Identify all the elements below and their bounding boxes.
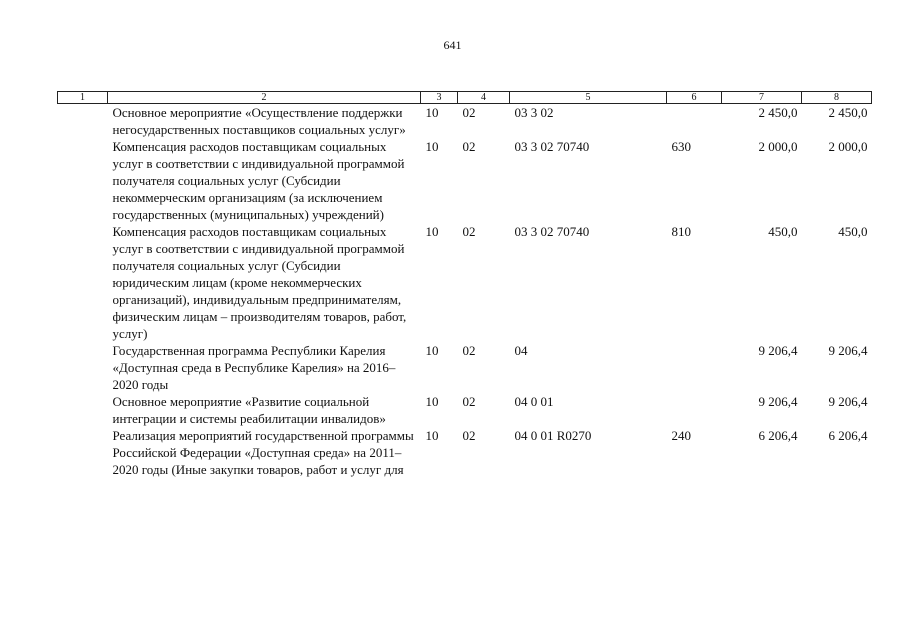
description-cell: Компенсация расходов поставщикам социальных услуг в соответствии с индивидуальной программой получателя социальных услуг (Субсидии некоммерческим организациям (за исключением государственных (муниципальных) учреждений) [112,139,405,222]
target-article-cell: 03 3 02 70740 [514,224,590,239]
amount-cell: 9 206,4 [758,394,798,409]
description-cell: Основное мероприятие «Развитие социальной интеграции и системы реабилитации инвалидов» [112,394,386,426]
subsection-code-cell: 02 [462,139,476,154]
header-cell: 8 [802,92,872,104]
amount-cell: 9 206,4 [828,394,868,409]
table-row [58,104,872,139]
table-row [58,342,872,393]
table-row [58,427,872,478]
expense-type-cell: 240 [671,428,691,443]
budget-table [57,91,872,478]
amount-cell: 9 206,4 [828,343,868,358]
expense-type-cell: 630 [671,139,691,154]
header-cell: 4 [458,92,510,104]
subsection-code-cell: 02 [462,224,476,239]
table-row [58,223,872,342]
header-cell: 7 [722,92,802,104]
target-article-cell: 03 3 02 [514,105,554,120]
table-body [58,104,872,479]
amount-cell: 2 000,0 [758,139,798,154]
section-code-cell: 10 [425,139,439,154]
expense-type-cell [667,393,722,427]
description-cell: Государственная программа Республики Карелия «Доступная среда в Республике Карелия» на 2016–2020 годы [112,343,396,392]
subsection-code-cell: 02 [462,343,476,358]
row-index-cell [58,342,108,393]
target-article-cell: 03 3 02 70740 [514,139,590,154]
table-row [58,393,872,427]
amount-cell: 450,0 [768,224,798,239]
section-code-cell: 10 [425,105,439,120]
header-cell: 1 [58,92,108,104]
amount-cell: 2 450,0 [828,105,868,120]
page-number: 641 [443,38,462,52]
header-cell: 3 [421,92,458,104]
subsection-code-cell: 02 [462,428,476,443]
header-cell: 5 [510,92,667,104]
subsection-code-cell: 02 [462,394,476,409]
row-index-cell [58,223,108,342]
row-index-cell [58,427,108,478]
expense-type-cell: 810 [671,224,691,239]
header-cell: 2 [108,92,421,104]
row-index-cell [58,104,108,139]
amount-cell: 2 450,0 [758,105,798,120]
section-code-cell: 10 [425,394,439,409]
description-cell: Основное мероприятие «Осуществление поддержки негосударственных поставщиков социальных услуг» [112,105,406,137]
description-cell: Реализация мероприятий государственной программы Российской Федерации «Доступная среда» на 2011–2020 годы (Иные закупки товаров, работ и услуг для [112,428,414,477]
header-row [58,92,872,104]
section-code-cell: 10 [425,343,439,358]
amount-cell: 9 206,4 [758,343,798,358]
amount-cell: 6 206,4 [828,428,868,443]
amount-cell: 450,0 [838,224,868,239]
amount-cell: 2 000,0 [828,139,868,154]
header-cell: 6 [667,92,722,104]
table-header [58,92,872,104]
subsection-code-cell: 02 [462,105,476,120]
expense-type-cell [667,342,722,393]
description-cell: Компенсация расходов поставщикам социальных услуг в соответствии с индивидуальной программой получателя социальных услуг (Субсидии юридическим лицам (кроме некоммерческих организаций), индивидуальным предпринимателям, физическим лицам – производителям товаров, работ, услуг) [112,224,407,341]
table-row [58,138,872,223]
target-article-cell: 04 0 01 [514,394,554,409]
amount-cell: 6 206,4 [758,428,798,443]
target-article-cell: 04 0 01 R0270 [514,428,592,443]
row-index-cell [58,138,108,223]
row-index-cell [58,393,108,427]
section-code-cell: 10 [425,428,439,443]
target-article-cell: 04 [514,343,528,358]
expense-type-cell [667,104,722,139]
section-code-cell: 10 [425,224,439,239]
